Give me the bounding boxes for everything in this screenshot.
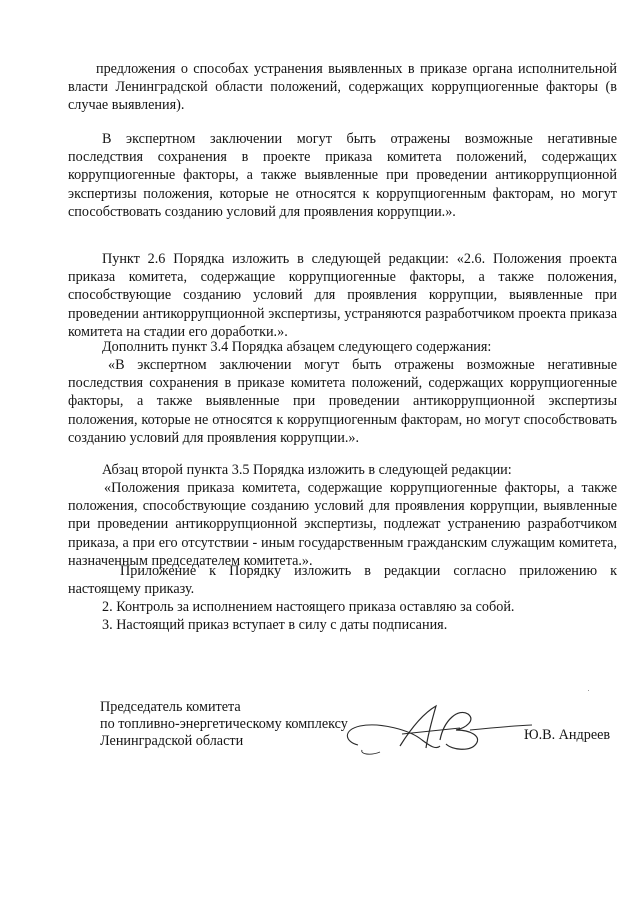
paragraph-proposals: предложения о способах устранения выявленных в приказе органа исполнительной власти Ленинградской области положений, содержащих коррупциогенные факторы (в случае выявления). <box>68 61 617 114</box>
signatory-title-line-1: Председатель комитета <box>100 699 241 715</box>
signer-name: Ю.В. Андреев <box>524 727 611 743</box>
paragraph-appendix: Приложение к Порядку изложить в редакции согласно приложению к настоящему приказу. <box>68 563 617 598</box>
paragraph-point-3-5-intro: Абзац второй пункта 3.5 Порядка изложить в следующей редакции: <box>102 462 512 478</box>
signatory-title-line-3: Ленинградской области <box>100 733 244 749</box>
paragraph-point-3-5-quote: «Положения приказа комитета, содержащие коррупциогенные факторы, а также положения, способствующие созданию условий для проявления коррупции, выявленные при проведении антикоррупционной экспертизы, подлежат устранению разработчиком приказа, а при его отсутствии - иным государственным гражданским служащим комитета, назначенным председателем комитета.». <box>68 480 617 569</box>
paragraph-point-3-4-quote: «В экспертном заключении могут быть отражены возможные негативные последствия сохранения в приказе комитета положений, содержащих коррупциогенные факторы, а также выявленные при проведении антикоррупционной экспертизы положения, которые не относятся к коррупциогенным факторам, но могут способствовать созданию условий для проявления коррупции.». <box>68 357 617 446</box>
signature-block <box>100 699 360 750</box>
scan-mark <box>588 690 589 691</box>
signatory-title-line-2: по топливно-энергетическому комплексу <box>100 716 348 732</box>
paragraph-point-3-4-intro: Дополнить пункт 3.4 Порядка абзацем следующего содержания: <box>102 339 492 355</box>
paragraph-control: 2. Контроль за исполнением настоящего приказа оставляю за собой. <box>102 599 515 615</box>
paragraph-point-2-6: Пункт 2.6 Порядка изложить в следующей редакции: «2.6. Положения проекта приказа комитета, содержащие коррупциогенные факторы, а также положения, способствующие созданию условий для проявления коррупции, выявленные при проведении антикоррупционной экспертизы, устраняются разработчиком проекта приказа комитета на стадии его доработки.». <box>68 251 617 340</box>
paragraph-expert-conclusion: В экспертном заключении могут быть отражены возможные негативные последствия сохранения в проекте приказа комитета положений, содержащих коррупциогенные факторы, а также выявленные при проведении антикоррупционной экспертизы положения, которые не относятся к коррупциогенным факторам, но могут способствовать созданию условий для проявления коррупции.». <box>68 131 617 220</box>
handwritten-signature <box>340 700 540 760</box>
paragraph-effective-date: 3. Настоящий приказ вступает в силу с даты подписания. <box>102 617 448 633</box>
